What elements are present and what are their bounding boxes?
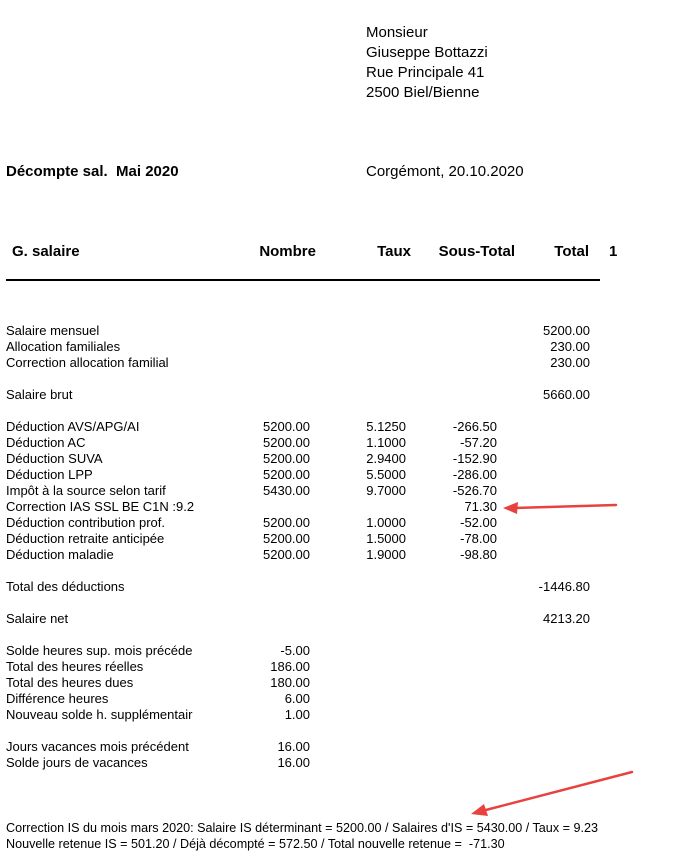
row-label: Impôt à la source selon tarif xyxy=(6,483,166,498)
table-row xyxy=(0,483,689,499)
row-nombre: 1.00 xyxy=(284,707,310,722)
row-label: Déduction maladie xyxy=(6,547,114,562)
row-label: Total des heures dues xyxy=(6,675,134,690)
net-salary-row xyxy=(0,611,689,627)
row-label: Salaire mensuel xyxy=(6,323,100,338)
row-label: Déduction AVS/APG/AI xyxy=(6,419,140,434)
row-nombre: 16.00 xyxy=(277,739,310,754)
table-row xyxy=(0,323,689,339)
table-row xyxy=(0,547,689,563)
row-sous-total: -57.20 xyxy=(460,435,497,450)
row-nombre: 186.00 xyxy=(270,659,310,674)
row-nombre: 6.00 xyxy=(284,691,310,706)
table-row xyxy=(0,467,689,483)
table-row xyxy=(0,531,689,547)
row-label: Total des heures réelles xyxy=(6,659,144,674)
header-total: Total xyxy=(554,243,589,260)
row-sous-total: 71.30 xyxy=(464,499,497,514)
table-row xyxy=(0,515,689,531)
row-total: -1446.80 xyxy=(538,579,590,594)
table-row xyxy=(0,691,689,707)
row-taux: 1.0000 xyxy=(366,515,406,530)
row-nombre: 180.00 xyxy=(270,675,310,690)
place-date: Corgémont, 20.10.2020 xyxy=(366,163,524,180)
row-sous-total: -78.00 xyxy=(460,531,497,546)
row-nombre: 5200.00 xyxy=(263,531,310,546)
row-label: Déduction contribution prof. xyxy=(6,515,165,530)
recipient-salutation: Monsieur xyxy=(366,24,428,41)
recipient-city: 2500 Biel/Bienne xyxy=(366,84,480,101)
table-row xyxy=(0,707,689,723)
row-nombre: 16.00 xyxy=(277,755,310,770)
row-nombre: 5200.00 xyxy=(263,467,310,482)
row-nombre: 5200.00 xyxy=(263,451,310,466)
row-sous-total: -52.00 xyxy=(460,515,497,530)
row-label: Salaire net xyxy=(6,611,69,626)
row-sous-total: -266.50 xyxy=(452,419,497,434)
table-row xyxy=(0,339,689,355)
table-row xyxy=(0,675,689,691)
row-taux: 1.9000 xyxy=(366,547,406,562)
row-taux: 5.5000 xyxy=(366,467,406,482)
total-deductions-row xyxy=(0,579,689,595)
row-nombre: 5200.00 xyxy=(263,435,310,450)
row-label: Solde heures sup. mois précéde xyxy=(6,643,193,658)
row-nombre: 5200.00 xyxy=(263,419,310,434)
row-label: Correction allocation familial xyxy=(6,355,169,370)
row-label: Allocation familiales xyxy=(6,339,121,354)
row-nombre: -5.00 xyxy=(280,643,310,658)
table-row xyxy=(0,499,689,515)
table-row xyxy=(0,739,689,755)
row-label: Correction IAS SSL BE C1N :9.2 xyxy=(6,499,195,514)
row-label: Nouveau solde h. supplémentair xyxy=(6,707,193,722)
row-taux: 1.5000 xyxy=(366,531,406,546)
table-row xyxy=(0,419,689,435)
row-sous-total: -152.90 xyxy=(452,451,497,466)
row-label: Salaire brut xyxy=(6,387,73,402)
table-row xyxy=(0,755,689,771)
row-label: Déduction LPP xyxy=(6,467,93,482)
row-total: 230.00 xyxy=(550,339,590,354)
header-nombre: Nombre xyxy=(259,243,316,260)
row-taux: 2.9400 xyxy=(366,451,406,466)
row-taux: 5.1250 xyxy=(366,419,406,434)
row-label: Jours vacances mois précédent xyxy=(6,739,189,754)
row-total: 5200.00 xyxy=(543,323,590,338)
row-taux: 9.7000 xyxy=(366,483,406,498)
row-label: Déduction AC xyxy=(6,435,86,450)
row-sous-total: -526.70 xyxy=(452,483,497,498)
header-sous-total: Sous-Total xyxy=(438,243,515,260)
document-title: Décompte sal. Mai 2020 xyxy=(6,163,179,180)
row-total: 230.00 xyxy=(550,355,590,370)
row-nombre: 5200.00 xyxy=(263,515,310,530)
table-row xyxy=(0,643,689,659)
table-row xyxy=(0,355,689,371)
row-label: Déduction SUVA xyxy=(6,451,103,466)
row-taux: 1.1000 xyxy=(366,435,406,450)
footnote-line-1: Correction IS du mois mars 2020: Salaire IS déterminant = 5200.00 / Salaires d'IS = 5430.00 / Taux = 9.23 xyxy=(6,821,598,835)
gross-salary-row xyxy=(0,387,689,403)
arrow-footnote xyxy=(471,772,632,816)
header-label: G. salaire xyxy=(12,243,80,260)
row-sous-total: -98.80 xyxy=(460,547,497,562)
page-number: 1 xyxy=(609,243,618,260)
table-row xyxy=(0,451,689,467)
header-taux: Taux xyxy=(377,243,411,260)
row-sous-total: -286.00 xyxy=(452,467,497,482)
row-label: Différence heures xyxy=(6,691,109,706)
row-nombre: 5200.00 xyxy=(263,547,310,562)
row-label: Total des déductions xyxy=(6,579,125,594)
row-total: 5660.00 xyxy=(543,387,590,402)
header-rule xyxy=(6,279,600,281)
footnote-line-2: Nouvelle retenue IS = 501.20 / Déjà décompté = 572.50 / Total nouvelle retenue = -71.30 xyxy=(6,837,505,851)
row-label: Solde jours de vacances xyxy=(6,755,148,770)
recipient-street: Rue Principale 41 xyxy=(366,64,485,81)
table-row xyxy=(0,659,689,675)
row-label: Déduction retraite anticipée xyxy=(6,531,165,546)
row-total: 4213.20 xyxy=(543,611,590,626)
row-nombre: 5430.00 xyxy=(263,483,310,498)
recipient-name: Giuseppe Bottazzi xyxy=(366,44,488,61)
table-row xyxy=(0,435,689,451)
